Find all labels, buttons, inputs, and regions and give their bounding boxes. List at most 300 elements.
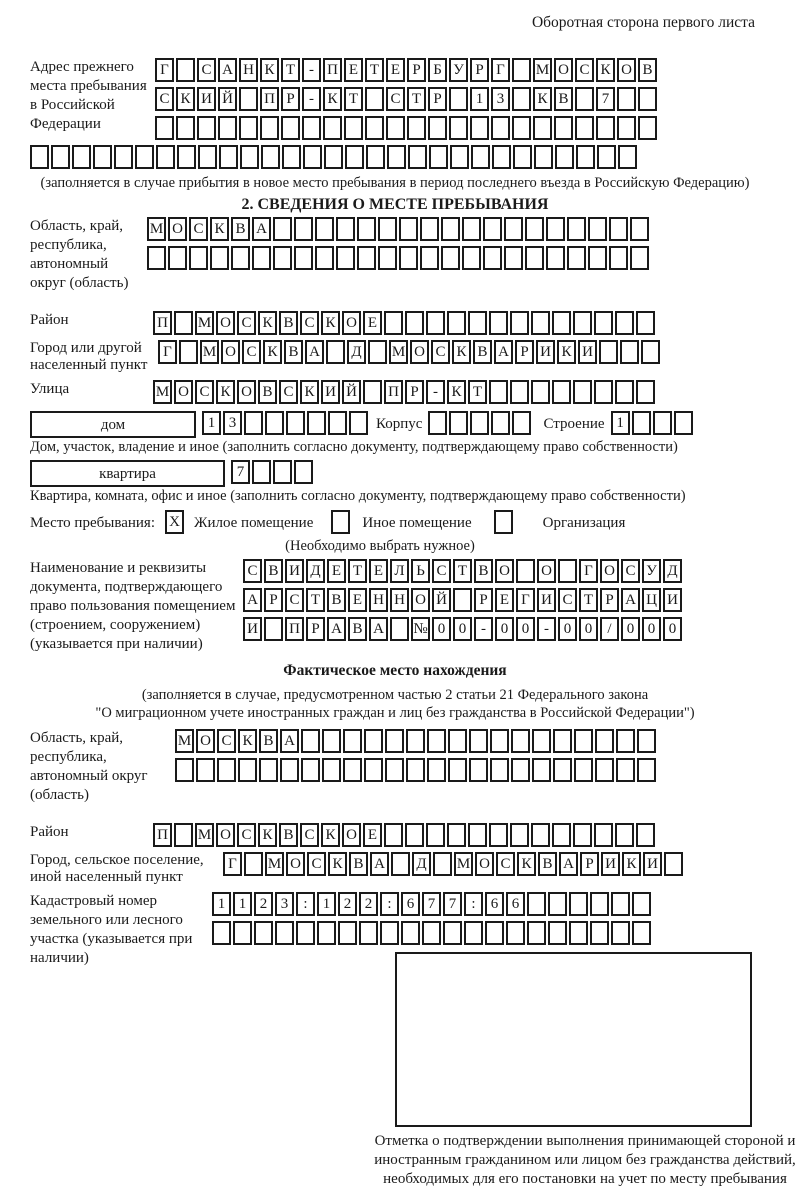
char-cell[interactable]: П bbox=[153, 311, 172, 335]
char-cell[interactable] bbox=[179, 340, 198, 364]
char-cell[interactable]: О bbox=[554, 58, 573, 82]
char-cell[interactable] bbox=[506, 921, 525, 945]
char-cell[interactable] bbox=[301, 729, 320, 753]
document-row1[interactable] bbox=[243, 559, 684, 587]
char-cell[interactable] bbox=[238, 758, 257, 782]
char-cell[interactable]: А bbox=[494, 340, 513, 364]
char-cell[interactable] bbox=[450, 145, 469, 169]
char-cell[interactable] bbox=[244, 852, 263, 876]
char-cell[interactable] bbox=[280, 758, 299, 782]
char-cell[interactable]: Й bbox=[218, 87, 237, 111]
char-cell[interactable]: К bbox=[323, 87, 342, 111]
char-cell[interactable] bbox=[462, 246, 481, 270]
char-cell[interactable] bbox=[620, 340, 639, 364]
char-cell[interactable]: С bbox=[217, 729, 236, 753]
char-cell[interactable] bbox=[365, 116, 384, 140]
char-cell[interactable] bbox=[483, 246, 502, 270]
char-cell[interactable]: С bbox=[307, 852, 326, 876]
char-cell[interactable] bbox=[468, 311, 487, 335]
char-cell[interactable]: Н bbox=[369, 588, 388, 612]
char-cell[interactable]: Г bbox=[491, 58, 510, 82]
char-cell[interactable]: В bbox=[279, 311, 298, 335]
char-cell[interactable] bbox=[531, 823, 550, 847]
char-cell[interactable]: : bbox=[380, 892, 399, 916]
char-cell[interactable] bbox=[384, 823, 403, 847]
char-cell[interactable] bbox=[357, 246, 376, 270]
char-cell[interactable]: Г bbox=[158, 340, 177, 364]
char-cell[interactable]: Е bbox=[386, 58, 405, 82]
char-cell[interactable] bbox=[630, 217, 649, 241]
char-cell[interactable]: 0 bbox=[663, 617, 682, 641]
char-cell[interactable]: Г bbox=[516, 588, 535, 612]
char-cell[interactable]: В bbox=[258, 380, 277, 404]
char-cell[interactable]: О bbox=[168, 217, 187, 241]
char-cell[interactable] bbox=[273, 217, 292, 241]
char-cell[interactable] bbox=[174, 311, 193, 335]
char-cell[interactable]: О bbox=[174, 380, 193, 404]
char-cell[interactable]: В bbox=[264, 559, 283, 583]
street-row[interactable] bbox=[153, 380, 657, 408]
char-cell[interactable] bbox=[576, 145, 595, 169]
char-cell[interactable] bbox=[176, 116, 195, 140]
char-cell[interactable] bbox=[176, 58, 195, 82]
char-cell[interactable]: В bbox=[279, 823, 298, 847]
char-cell[interactable]: А bbox=[369, 617, 388, 641]
char-cell[interactable] bbox=[489, 311, 508, 335]
char-cell[interactable]: И bbox=[536, 340, 555, 364]
char-cell[interactable] bbox=[483, 217, 502, 241]
char-cell[interactable]: В bbox=[638, 58, 657, 82]
char-cell[interactable] bbox=[336, 246, 355, 270]
char-cell[interactable] bbox=[345, 145, 364, 169]
char-cell[interactable]: 7 bbox=[231, 460, 250, 484]
char-cell[interactable]: С bbox=[243, 559, 262, 583]
char-cell[interactable] bbox=[135, 145, 154, 169]
actual-district-row[interactable] bbox=[153, 823, 657, 851]
char-cell[interactable] bbox=[548, 892, 567, 916]
char-cell[interactable] bbox=[244, 411, 263, 435]
char-cell[interactable]: Р bbox=[407, 58, 426, 82]
char-cell[interactable] bbox=[254, 921, 273, 945]
char-cell[interactable] bbox=[197, 116, 216, 140]
char-cell[interactable]: 0 bbox=[642, 617, 661, 641]
char-cell[interactable] bbox=[569, 892, 588, 916]
char-cell[interactable] bbox=[252, 460, 271, 484]
char-cell[interactable] bbox=[364, 758, 383, 782]
char-cell[interactable] bbox=[590, 921, 609, 945]
char-cell[interactable] bbox=[590, 892, 609, 916]
char-cell[interactable] bbox=[422, 921, 441, 945]
char-cell[interactable]: Е bbox=[369, 559, 388, 583]
char-cell[interactable]: Т bbox=[365, 58, 384, 82]
char-cell[interactable] bbox=[281, 116, 300, 140]
char-cell[interactable] bbox=[405, 311, 424, 335]
char-cell[interactable] bbox=[632, 411, 651, 435]
char-cell[interactable]: А bbox=[252, 217, 271, 241]
char-cell[interactable]: И bbox=[285, 559, 304, 583]
char-cell[interactable]: X bbox=[165, 510, 184, 534]
char-cell[interactable]: О bbox=[495, 559, 514, 583]
house-number-cells[interactable] bbox=[202, 411, 370, 431]
cadastre-row2[interactable] bbox=[212, 921, 653, 949]
char-cell[interactable]: 0 bbox=[558, 617, 577, 641]
char-cell[interactable]: А bbox=[370, 852, 389, 876]
apartment-number-cells[interactable] bbox=[231, 460, 315, 480]
char-cell[interactable] bbox=[513, 145, 532, 169]
char-cell[interactable] bbox=[357, 217, 376, 241]
char-cell[interactable] bbox=[322, 729, 341, 753]
char-cell[interactable]: 1 bbox=[611, 411, 630, 435]
char-cell[interactable] bbox=[429, 145, 448, 169]
char-cell[interactable]: К bbox=[517, 852, 536, 876]
char-cell[interactable] bbox=[315, 246, 334, 270]
char-cell[interactable] bbox=[511, 729, 530, 753]
char-cell[interactable] bbox=[174, 823, 193, 847]
char-cell[interactable] bbox=[510, 311, 529, 335]
char-cell[interactable] bbox=[637, 729, 656, 753]
char-cell[interactable]: Р bbox=[515, 340, 534, 364]
char-cell[interactable]: И bbox=[663, 588, 682, 612]
char-cell[interactable] bbox=[401, 921, 420, 945]
char-cell[interactable]: В bbox=[327, 588, 346, 612]
char-cell[interactable]: 0 bbox=[453, 617, 472, 641]
char-cell[interactable] bbox=[365, 87, 384, 111]
char-cell[interactable]: 3 bbox=[491, 87, 510, 111]
char-cell[interactable] bbox=[427, 758, 446, 782]
char-cell[interactable] bbox=[449, 411, 468, 435]
char-cell[interactable]: Р bbox=[600, 588, 619, 612]
char-cell[interactable]: 0 bbox=[495, 617, 514, 641]
char-cell[interactable]: О bbox=[617, 58, 636, 82]
char-cell[interactable]: С bbox=[300, 823, 319, 847]
prev-address-row4[interactable] bbox=[30, 145, 760, 173]
char-cell[interactable]: К bbox=[260, 58, 279, 82]
char-cell[interactable]: Н bbox=[239, 58, 258, 82]
char-cell[interactable] bbox=[328, 411, 347, 435]
char-cell[interactable] bbox=[217, 758, 236, 782]
char-cell[interactable] bbox=[426, 311, 445, 335]
char-cell[interactable]: О bbox=[411, 588, 430, 612]
char-cell[interactable]: Т bbox=[281, 58, 300, 82]
char-cell[interactable] bbox=[462, 217, 481, 241]
char-cell[interactable]: К bbox=[321, 823, 340, 847]
char-cell[interactable] bbox=[531, 311, 550, 335]
char-cell[interactable]: Т bbox=[407, 87, 426, 111]
char-cell[interactable]: : bbox=[296, 892, 315, 916]
char-cell[interactable] bbox=[378, 217, 397, 241]
char-cell[interactable]: В bbox=[349, 852, 368, 876]
char-cell[interactable] bbox=[453, 588, 472, 612]
char-cell[interactable] bbox=[114, 145, 133, 169]
char-cell[interactable] bbox=[386, 116, 405, 140]
char-cell[interactable] bbox=[575, 87, 594, 111]
char-cell[interactable] bbox=[177, 145, 196, 169]
char-cell[interactable]: 2 bbox=[338, 892, 357, 916]
char-cell[interactable]: И bbox=[537, 588, 556, 612]
prev-address-row3[interactable] bbox=[155, 116, 659, 144]
char-cell[interactable]: И bbox=[578, 340, 597, 364]
char-cell[interactable] bbox=[533, 116, 552, 140]
char-cell[interactable] bbox=[512, 116, 531, 140]
char-cell[interactable] bbox=[406, 758, 425, 782]
char-cell[interactable]: М bbox=[389, 340, 408, 364]
char-cell[interactable] bbox=[617, 87, 636, 111]
char-cell[interactable]: О bbox=[216, 311, 235, 335]
char-cell[interactable]: Е bbox=[363, 311, 382, 335]
char-cell[interactable] bbox=[504, 246, 523, 270]
char-cell[interactable] bbox=[331, 510, 350, 534]
char-cell[interactable] bbox=[259, 758, 278, 782]
char-cell[interactable]: С bbox=[242, 340, 261, 364]
char-cell[interactable] bbox=[616, 729, 635, 753]
char-cell[interactable] bbox=[406, 729, 425, 753]
char-cell[interactable] bbox=[632, 921, 651, 945]
char-cell[interactable] bbox=[433, 852, 452, 876]
char-cell[interactable]: - bbox=[302, 87, 321, 111]
char-cell[interactable] bbox=[470, 116, 489, 140]
char-cell[interactable] bbox=[532, 758, 551, 782]
char-cell[interactable] bbox=[323, 116, 342, 140]
char-cell[interactable]: Й bbox=[432, 588, 451, 612]
char-cell[interactable] bbox=[596, 116, 615, 140]
char-cell[interactable] bbox=[512, 411, 531, 435]
char-cell[interactable]: О bbox=[286, 852, 305, 876]
char-cell[interactable]: К bbox=[328, 852, 347, 876]
char-cell[interactable] bbox=[326, 340, 345, 364]
char-cell[interactable] bbox=[265, 411, 284, 435]
char-cell[interactable] bbox=[301, 758, 320, 782]
char-cell[interactable] bbox=[485, 921, 504, 945]
char-cell[interactable] bbox=[527, 921, 546, 945]
char-cell[interactable] bbox=[548, 921, 567, 945]
char-cell[interactable] bbox=[468, 823, 487, 847]
char-cell[interactable] bbox=[534, 145, 553, 169]
char-cell[interactable]: Г bbox=[223, 852, 242, 876]
char-cell[interactable]: П bbox=[285, 617, 304, 641]
char-cell[interactable] bbox=[512, 87, 531, 111]
char-cell[interactable] bbox=[399, 217, 418, 241]
char-cell[interactable]: Т bbox=[468, 380, 487, 404]
char-cell[interactable] bbox=[599, 340, 618, 364]
char-cell[interactable]: Р bbox=[281, 87, 300, 111]
char-cell[interactable]: К bbox=[216, 380, 235, 404]
char-cell[interactable]: П bbox=[260, 87, 279, 111]
char-cell[interactable]: С bbox=[237, 823, 256, 847]
region-row2[interactable] bbox=[147, 246, 651, 274]
char-cell[interactable]: О bbox=[342, 823, 361, 847]
city-row[interactable] bbox=[158, 340, 662, 368]
char-cell[interactable]: В bbox=[538, 852, 557, 876]
char-cell[interactable] bbox=[324, 145, 343, 169]
char-cell[interactable] bbox=[275, 921, 294, 945]
char-cell[interactable] bbox=[449, 116, 468, 140]
char-cell[interactable]: Р bbox=[580, 852, 599, 876]
char-cell[interactable] bbox=[653, 411, 672, 435]
char-cell[interactable]: А bbox=[305, 340, 324, 364]
char-cell[interactable]: С bbox=[496, 852, 515, 876]
char-cell[interactable] bbox=[189, 246, 208, 270]
char-cell[interactable] bbox=[490, 758, 509, 782]
char-cell[interactable]: И bbox=[197, 87, 216, 111]
char-cell[interactable] bbox=[366, 145, 385, 169]
char-cell[interactable]: М bbox=[200, 340, 219, 364]
char-cell[interactable] bbox=[632, 892, 651, 916]
char-cell[interactable]: 0 bbox=[579, 617, 598, 641]
char-cell[interactable] bbox=[380, 921, 399, 945]
char-cell[interactable] bbox=[448, 758, 467, 782]
char-cell[interactable] bbox=[588, 246, 607, 270]
char-cell[interactable]: К bbox=[447, 380, 466, 404]
char-cell[interactable] bbox=[638, 87, 657, 111]
char-cell[interactable]: М bbox=[175, 729, 194, 753]
char-cell[interactable] bbox=[512, 58, 531, 82]
char-cell[interactable]: 7 bbox=[443, 892, 462, 916]
char-cell[interactable] bbox=[615, 380, 634, 404]
char-cell[interactable] bbox=[630, 246, 649, 270]
char-cell[interactable]: Е bbox=[348, 588, 367, 612]
char-cell[interactable]: Т bbox=[348, 559, 367, 583]
char-cell[interactable]: С bbox=[189, 217, 208, 241]
char-cell[interactable] bbox=[441, 246, 460, 270]
char-cell[interactable] bbox=[594, 311, 613, 335]
char-cell[interactable]: 1 bbox=[202, 411, 221, 435]
char-cell[interactable] bbox=[532, 729, 551, 753]
char-cell[interactable]: С bbox=[386, 87, 405, 111]
char-cell[interactable] bbox=[491, 411, 510, 435]
char-cell[interactable] bbox=[492, 145, 511, 169]
char-cell[interactable] bbox=[511, 758, 530, 782]
char-cell[interactable] bbox=[338, 921, 357, 945]
char-cell[interactable] bbox=[569, 921, 588, 945]
char-cell[interactable] bbox=[233, 921, 252, 945]
char-cell[interactable] bbox=[273, 246, 292, 270]
char-cell[interactable] bbox=[303, 145, 322, 169]
char-cell[interactable]: К bbox=[321, 311, 340, 335]
char-cell[interactable]: П bbox=[384, 380, 403, 404]
char-cell[interactable]: Е bbox=[327, 559, 346, 583]
char-cell[interactable]: П bbox=[323, 58, 342, 82]
char-cell[interactable] bbox=[385, 729, 404, 753]
char-cell[interactable]: А bbox=[327, 617, 346, 641]
char-cell[interactable]: И bbox=[643, 852, 662, 876]
char-cell[interactable]: 6 bbox=[401, 892, 420, 916]
char-cell[interactable] bbox=[616, 758, 635, 782]
char-cell[interactable] bbox=[575, 116, 594, 140]
char-cell[interactable]: В bbox=[259, 729, 278, 753]
char-cell[interactable] bbox=[378, 246, 397, 270]
char-cell[interactable] bbox=[567, 217, 586, 241]
char-cell[interactable]: О bbox=[410, 340, 429, 364]
char-cell[interactable]: У bbox=[449, 58, 468, 82]
char-cell[interactable]: № bbox=[411, 617, 430, 641]
char-cell[interactable]: К bbox=[238, 729, 257, 753]
char-cell[interactable] bbox=[363, 380, 382, 404]
char-cell[interactable] bbox=[594, 380, 613, 404]
char-cell[interactable] bbox=[552, 380, 571, 404]
char-cell[interactable]: К bbox=[622, 852, 641, 876]
char-cell[interactable]: Е bbox=[363, 823, 382, 847]
char-cell[interactable] bbox=[399, 246, 418, 270]
char-cell[interactable] bbox=[219, 145, 238, 169]
char-cell[interactable] bbox=[637, 758, 656, 782]
char-cell[interactable] bbox=[364, 729, 383, 753]
char-cell[interactable] bbox=[239, 87, 258, 111]
char-cell[interactable] bbox=[595, 758, 614, 782]
char-cell[interactable] bbox=[618, 145, 637, 169]
char-cell[interactable] bbox=[546, 217, 565, 241]
char-cell[interactable] bbox=[391, 852, 410, 876]
char-cell[interactable]: О bbox=[475, 852, 494, 876]
char-cell[interactable] bbox=[531, 380, 550, 404]
char-cell[interactable]: Й bbox=[342, 380, 361, 404]
char-cell[interactable]: 6 bbox=[506, 892, 525, 916]
char-cell[interactable] bbox=[443, 921, 462, 945]
actual-region-row1[interactable] bbox=[175, 729, 658, 757]
char-cell[interactable]: Н bbox=[390, 588, 409, 612]
char-cell[interactable] bbox=[638, 116, 657, 140]
char-cell[interactable] bbox=[597, 145, 616, 169]
char-cell[interactable] bbox=[664, 852, 683, 876]
char-cell[interactable] bbox=[573, 823, 592, 847]
char-cell[interactable]: / bbox=[600, 617, 619, 641]
char-cell[interactable] bbox=[384, 311, 403, 335]
char-cell[interactable] bbox=[573, 311, 592, 335]
char-cell[interactable] bbox=[494, 510, 513, 534]
char-cell[interactable]: 1 bbox=[317, 892, 336, 916]
char-cell[interactable]: В bbox=[554, 87, 573, 111]
char-cell[interactable]: О bbox=[237, 380, 256, 404]
char-cell[interactable]: Л bbox=[390, 559, 409, 583]
char-cell[interactable]: 6 bbox=[485, 892, 504, 916]
char-cell[interactable]: Г bbox=[579, 559, 598, 583]
char-cell[interactable]: О bbox=[600, 559, 619, 583]
char-cell[interactable]: К bbox=[452, 340, 471, 364]
char-cell[interactable] bbox=[426, 823, 445, 847]
char-cell[interactable] bbox=[471, 145, 490, 169]
cadastre-row1[interactable] bbox=[212, 892, 653, 920]
char-cell[interactable]: Д bbox=[412, 852, 431, 876]
char-cell[interactable]: С bbox=[285, 588, 304, 612]
char-cell[interactable] bbox=[198, 145, 217, 169]
char-cell[interactable] bbox=[489, 823, 508, 847]
char-cell[interactable]: А bbox=[280, 729, 299, 753]
char-cell[interactable] bbox=[239, 116, 258, 140]
char-cell[interactable] bbox=[609, 246, 628, 270]
char-cell[interactable]: В bbox=[473, 340, 492, 364]
char-cell[interactable] bbox=[317, 921, 336, 945]
char-cell[interactable]: М bbox=[195, 311, 214, 335]
char-cell[interactable] bbox=[567, 246, 586, 270]
char-cell[interactable] bbox=[636, 380, 655, 404]
char-cell[interactable] bbox=[428, 411, 447, 435]
char-cell[interactable]: Ц bbox=[642, 588, 661, 612]
char-cell[interactable] bbox=[408, 145, 427, 169]
char-cell[interactable]: О bbox=[342, 311, 361, 335]
char-cell[interactable]: К bbox=[258, 311, 277, 335]
char-cell[interactable] bbox=[558, 559, 577, 583]
char-cell[interactable] bbox=[428, 116, 447, 140]
char-cell[interactable] bbox=[212, 921, 231, 945]
char-cell[interactable]: С bbox=[575, 58, 594, 82]
char-cell[interactable] bbox=[368, 340, 387, 364]
char-cell[interactable]: Р bbox=[405, 380, 424, 404]
char-cell[interactable]: М bbox=[533, 58, 552, 82]
char-cell[interactable]: Т bbox=[306, 588, 325, 612]
char-cell[interactable]: М bbox=[265, 852, 284, 876]
char-cell[interactable] bbox=[294, 246, 313, 270]
char-cell[interactable] bbox=[510, 823, 529, 847]
char-cell[interactable]: К bbox=[533, 87, 552, 111]
